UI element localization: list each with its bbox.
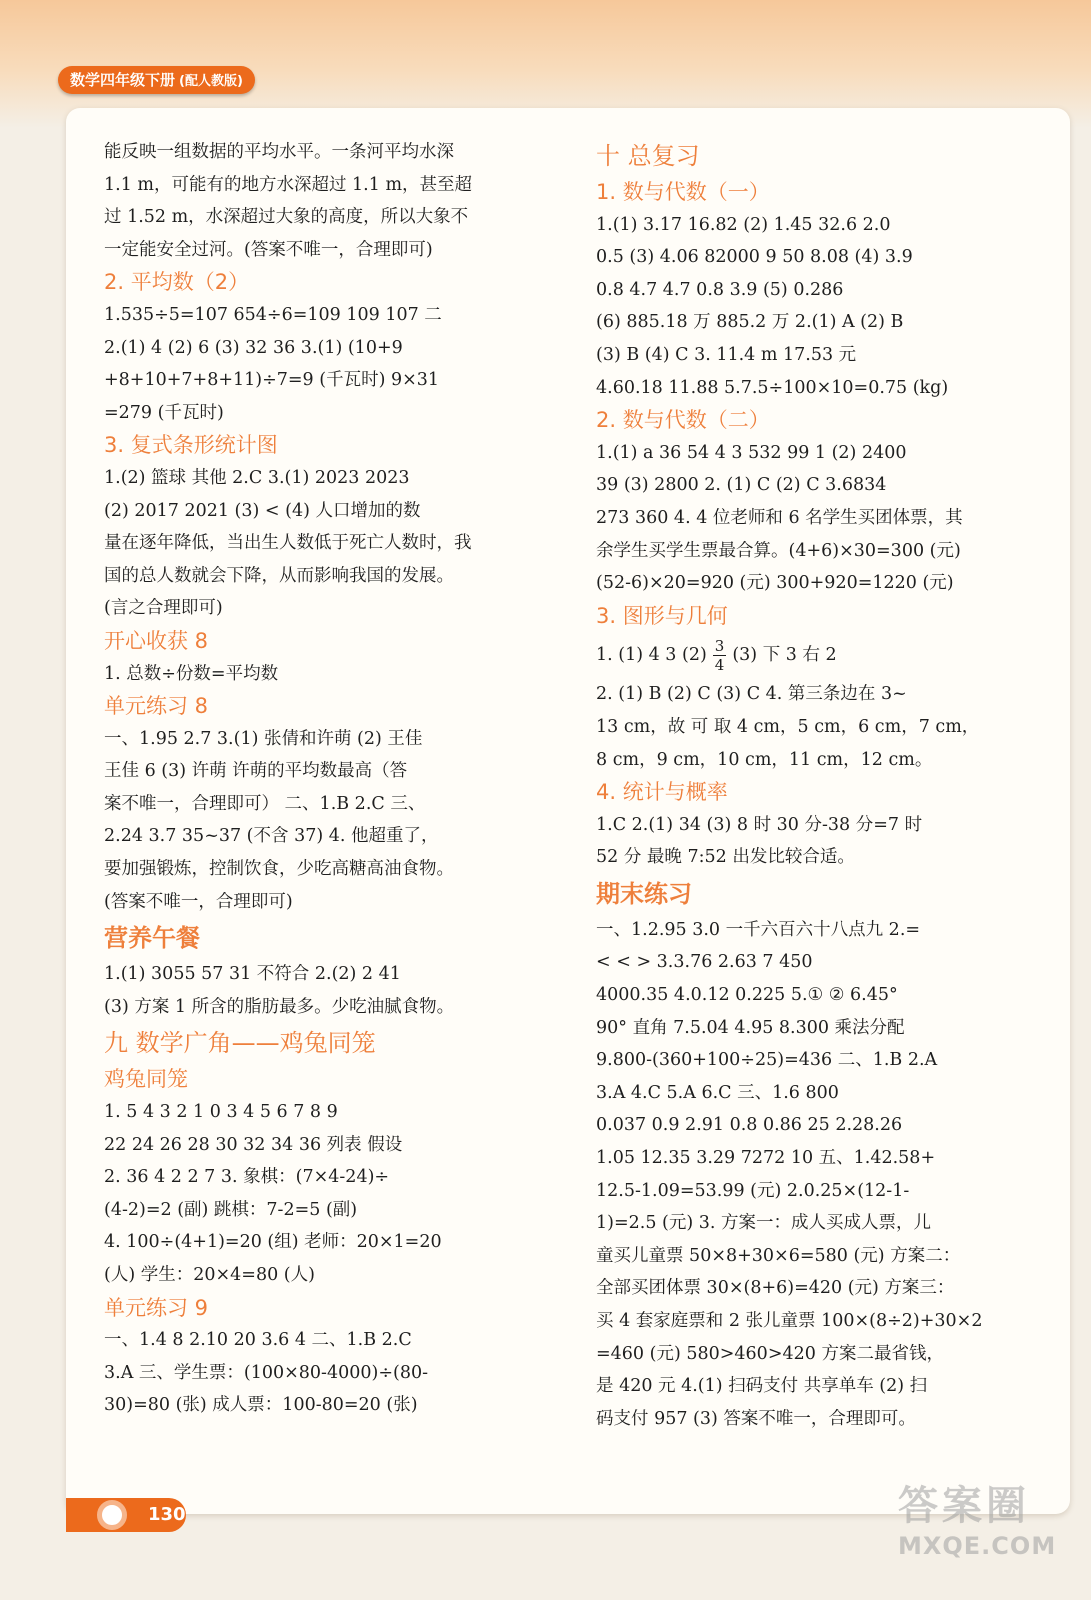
chapter-title: 九 数学广角——鸡兔同笼: [104, 1029, 376, 1058]
section-heading: 3. 图形与几何: [596, 603, 728, 628]
page-content: [66, 108, 1070, 1514]
answer-line: 273 360 4. 4 位老师和 6 名学生买团体票，其: [596, 507, 963, 528]
answer-line: 能反映一组数据的平均水平。一条河平均水深: [104, 142, 454, 162]
section-heading: 3. 复式条形统计图: [104, 433, 278, 458]
answer-line: 1.(1) 3.17 16.82 (2) 1.45 32.6 2.0: [596, 214, 891, 235]
answer-line: 0.8 4.7 4.7 0.8 3.9 (5) 0.286: [596, 279, 844, 300]
right-column: [596, 136, 1040, 1435]
answer-line: 3.A 4.C 5.A 6.C 三、1.6 800: [596, 1082, 839, 1103]
fraction-denominator: 4: [714, 656, 725, 675]
answer-line: 案不唯一，合理即可） 二、1.B 2.C 三、: [104, 793, 426, 814]
answer-line: 一、1.95 2.7 3.(1) 张倩和许萌 (2) 王佳: [104, 728, 423, 749]
answer-line: 全部买团体票 30×(8+6)=420 (元) 方案三：: [596, 1278, 955, 1299]
answer-line: 13 cm，故 可 取 4 cm，5 cm，6 cm，7 cm，: [596, 716, 980, 737]
answer-line: 30)=80 (张) 成人票：100-80=20 (张): [104, 1395, 418, 1416]
section-heading: 4. 统计与概率: [596, 780, 728, 805]
answer-line: 1.535÷5=107 654÷6=109 109 107 二: [104, 304, 442, 325]
answer-line: 1.(1) 3055 57 31 不符合 2.(2) 2 41: [104, 964, 401, 985]
answer-line: 买 4 套家庭票和 2 张儿童票 100×(8÷2)+30×2: [596, 1311, 983, 1331]
section-heading: 2. 平均数（2）: [104, 270, 250, 295]
answer-line: 童买儿童票 50×8+30×6=580 (元) 方案二：: [596, 1245, 961, 1266]
answer-line: +8+10+7+8+11)÷7=9 (千瓦时) 9×31: [104, 370, 440, 391]
answer-line: 要加强锻炼，控制饮食，少吃高糖高油食物。: [104, 859, 454, 880]
answer-line: (3) B (4) C 3. 11.4 m 17.53 元: [596, 344, 857, 365]
answer-line: 9.800-(360+100÷25)=436 二、1.B 2.A: [596, 1050, 938, 1071]
answer-line: 4000.35 4.0.12 0.225 5.① ② 6.45°: [596, 985, 898, 1006]
answer-line: 52 分 最晚 7:52 出发比较合适。: [596, 847, 855, 868]
answer-line: (答案不唯一，合理即可): [104, 891, 293, 912]
fraction-numerator: 3: [714, 637, 725, 656]
fraction: [713, 637, 727, 674]
answer-line: 1. 5 4 3 2 1 0 3 4 5 6 7 8 9: [104, 1102, 338, 1123]
section-heading: 单元练习 8: [104, 694, 209, 719]
section-heading: 开心收获 8: [104, 628, 209, 653]
chapter-title: 十 总复习: [596, 142, 700, 170]
answer-line: (言之合理即可): [104, 598, 223, 619]
answer-line: 1.(2) 篮球 其他 2.C 3.(1) 2023 2023: [104, 467, 410, 488]
answer-line: 1. 总数÷份数=平均数: [104, 663, 279, 684]
book-title-badge: [58, 66, 255, 94]
answer-line: 2. (1) B (2) C (3) C 4. 第三条边在 3~: [596, 684, 907, 705]
watermark: [898, 1480, 1068, 1566]
left-column: [104, 136, 534, 1422]
answer-line: =460 (元) 580>460>420 方案二最省钱，: [596, 1343, 944, 1364]
page-number: 130: [148, 1504, 186, 1525]
answer-line: 39 (3) 2800 2. (1) C (2) C 3.6834: [596, 475, 887, 496]
answer-line: 1.(1) a 36 54 4 3 532 99 1 (2) 2400: [596, 442, 907, 463]
answer-line: 90° 直角 7.5.04 4.95 8.300 乘法分配: [596, 1017, 905, 1038]
section-heading: 单元练习 9: [104, 1295, 209, 1320]
answer-line: 余学生买学生票最合算。(4+6)×30=300 (元): [596, 540, 961, 561]
answer-line: 0.037 0.9 2.91 0.8 0.86 25 2.28.26: [596, 1115, 903, 1136]
answer-line: (3) 方案 1 所含的脂肪最多。少吃油腻食物。: [104, 996, 455, 1017]
answer-line: < < > 3.3.76 2.63 7 450: [596, 952, 813, 973]
answer-text: (3) 下 3 右 2: [732, 645, 837, 666]
section-title: 营养午餐: [104, 924, 200, 953]
answer-line: 0.5 (3) 4.06 82000 9 50 8.08 (4) 3.9: [596, 247, 913, 268]
answer-line: 22 24 26 28 30 32 34 36 列表 假设: [104, 1134, 403, 1155]
answer-line: 码支付 957 (3) 答案不唯一，合理即可。: [596, 1408, 916, 1429]
book-edition: (配人教版): [179, 74, 243, 89]
answer-line: 1.1 m，可能有的地方水深超过 1.1 m，甚至超: [104, 174, 473, 195]
answer-line: (6) 885.18 万 885.2 万 2.(1) A (2) B: [596, 312, 904, 333]
section-heading: 1. 数与代数（一）: [596, 180, 770, 204]
answer-line: 12.5-1.09=53.99 (元) 2.0.25×(12-1-: [596, 1180, 910, 1201]
section-title: 期末练习: [596, 879, 692, 908]
answer-line: 1.05 12.35 3.29 7272 10 五、1.42.58+: [596, 1148, 936, 1169]
answer-line: (52-6)×20=920 (元) 300+920=1220 (元): [596, 573, 954, 594]
answer-line: 王佳 6 (3) 许萌 许萌的平均数最高（答: [104, 761, 408, 782]
answer-line: 1.C 2.(1) 34 (3) 8 时 30 分-38 分=7 时: [596, 814, 923, 835]
answer-line: 4.60.18 11.88 5.7.5÷100×10=0.75 (kg): [596, 377, 949, 398]
answer-line: 是 420 元 4.(1) 扫码支付 共享单车 (2) 扫: [596, 1376, 928, 1397]
answer-line: 量在逐年降低，当出生人数低于死亡人数时，我: [104, 533, 472, 554]
answer-line: 国的总人数就会下降，从而影响我国的发展。: [104, 565, 454, 586]
book-title: 数学四年级下册: [70, 71, 176, 89]
answer-line: (2) 2017 2021 (3) < (4) 人口增加的数: [104, 500, 421, 521]
answer-line: 一、1.2.95 3.0 一千六百六十八点九 2.=: [596, 919, 921, 940]
answer-line: (4-2)=2 (副) 跳棋：7-2=5 (副): [104, 1199, 358, 1220]
answer-line: [596, 632, 1040, 678]
watermark-en: MXQE.COM: [898, 1532, 1057, 1560]
answer-line: 2.(1) 4 (2) 6 (3) 32 36 3.(1) (10+9: [104, 337, 403, 358]
answer-line: (人) 学生：20×4=80 (人): [104, 1265, 315, 1285]
answer-line: 一、1.4 8 2.10 20 3.6 4 二、1.B 2.C: [104, 1330, 412, 1351]
section-heading: 2. 数与代数（二）: [596, 408, 770, 433]
answer-text: 1. (1) 4 3 (2): [596, 645, 707, 666]
answer-line: 2.24 3.7 35~37 (不含 37) 4. 他超重了，: [104, 826, 439, 847]
answer-line: =279 (千瓦时): [104, 402, 224, 423]
answer-line: 一定能安全过河。(答案不唯一，合理即可): [104, 239, 433, 260]
answer-line: 4. 100÷(4+1)=20 (组) 老师：20×1=20: [104, 1232, 442, 1253]
section-heading: 鸡兔同笼: [104, 1067, 188, 1092]
watermark-cn: 答案圈: [898, 1483, 1030, 1529]
answer-line: 2. 36 4 2 2 7 3. 象棋：(7×4-24)÷: [104, 1167, 390, 1188]
answer-line: 3.A 三、学生票：(100×80-4000)÷(80-: [104, 1362, 429, 1383]
ring-icon: [97, 1500, 127, 1530]
answer-line: 1)=2.5 (元) 3. 方案一：成人买成人票，儿: [596, 1213, 931, 1234]
answer-line: 8 cm，9 cm，10 cm，11 cm，12 cm。: [596, 749, 933, 770]
answer-line: 过 1.52 m，水深超过大象的高度，所以大象不: [104, 207, 469, 228]
